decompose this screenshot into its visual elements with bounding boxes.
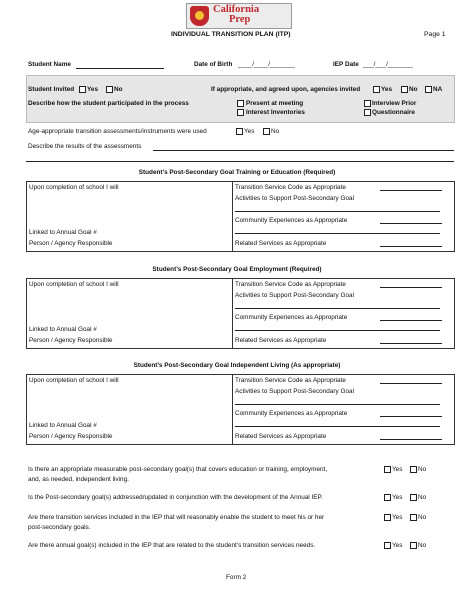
present-at-meeting-checkbox[interactable] xyxy=(237,100,244,107)
completion-label: Upon completion of school I will xyxy=(29,281,119,288)
student-invited-yes-label: Yes xyxy=(87,86,99,93)
related-services-label: Related Services as Appropriate xyxy=(235,433,327,440)
divider xyxy=(26,161,454,162)
question-yes-checkbox[interactable] xyxy=(384,466,391,473)
community-field[interactable] xyxy=(380,416,442,417)
person-agency-label: Person / Agency Responsible xyxy=(29,433,113,440)
community-extra-field[interactable] xyxy=(235,426,440,427)
activities-label: Activities to Support Post-Secondary Goal xyxy=(235,195,354,202)
goal-box-divider xyxy=(232,181,233,252)
question-yes-checkbox[interactable] xyxy=(384,542,391,549)
completion-label: Upon completion of school I will xyxy=(29,377,119,384)
activities-label: Activities to Support Post-Secondary Goal xyxy=(235,388,354,395)
question-line-continued: and, as needed, independent living. xyxy=(28,476,129,483)
agencies-na-checkbox[interactable] xyxy=(425,86,432,93)
logo-line1: California xyxy=(213,4,260,15)
agencies-no-checkbox[interactable] xyxy=(401,86,408,93)
community-label: Community Experiences as Appropriate xyxy=(235,217,348,224)
community-field[interactable] xyxy=(380,223,442,224)
question-line: Are there annual goal(s) included in the IEP that are related to the student’s transition services needs. xyxy=(28,542,316,549)
student-invited-no-checkbox[interactable] xyxy=(106,86,113,93)
assessment-results-field[interactable] xyxy=(153,150,454,151)
agencies-invited-label: If appropriate, and agreed upon, agencies invited xyxy=(211,86,361,93)
community-label: Community Experiences as Appropriate xyxy=(235,314,348,321)
question-no-label: No xyxy=(418,514,427,521)
activities-field[interactable] xyxy=(235,404,440,405)
question-line: Are there transition services included in the IEP that will reasonably enable the student to meet his or her xyxy=(28,514,325,521)
questionnaire-label: Questionnaire xyxy=(372,109,415,116)
student-name-label: Student Name xyxy=(28,61,71,68)
related-services-label: Related Services as Appropriate xyxy=(235,240,327,247)
question-yes-checkbox[interactable] xyxy=(384,494,391,501)
related-services-label: Related Services as Appropriate xyxy=(235,337,327,344)
question-line-continued: post-secondary goals. xyxy=(28,524,91,531)
california-prep-logo xyxy=(186,3,292,29)
section-title: Student’s Post-Secondary Goal Employment (Required) xyxy=(152,266,322,273)
question-line: Is the Post-secondary goal(s) addressed/updated in conjunction with the development of the Annual IEP. xyxy=(28,494,323,501)
assessment-results-label: Describe the results of the assessments xyxy=(28,143,142,150)
form-number: Form 2 xyxy=(226,574,247,581)
service-code-label: Transition Service Code as Appropriate xyxy=(235,184,346,191)
iep-date-label: IEP Date xyxy=(333,61,359,68)
dob-field[interactable]: ____/____/_______ xyxy=(238,61,295,68)
student-invited-yes-checkbox[interactable] xyxy=(79,86,86,93)
assessments-no-label: No xyxy=(271,128,280,135)
activities-field[interactable] xyxy=(235,211,440,212)
activities-label: Activities to Support Post-Secondary Goal xyxy=(235,292,354,299)
document-title: INDIVIDUAL TRANSITION PLAN (ITP) xyxy=(171,31,291,38)
related-services-field[interactable] xyxy=(380,246,442,247)
logo-line2: Prep xyxy=(229,14,251,25)
community-field[interactable] xyxy=(380,320,442,321)
person-agency-label: Person / Agency Responsible xyxy=(29,337,113,344)
question-no-label: No xyxy=(418,542,427,549)
iep-date-field[interactable]: ___/___/_______ xyxy=(363,61,413,68)
completion-label: Upon completion of school I will xyxy=(29,184,119,191)
dob-label: Date of Birth xyxy=(194,61,233,68)
agencies-yes-checkbox[interactable] xyxy=(373,86,380,93)
question-no-checkbox[interactable] xyxy=(410,494,417,501)
participation-label: Describe how the student participated in the process xyxy=(28,100,189,107)
question-yes-checkbox[interactable] xyxy=(384,514,391,521)
community-label: Community Experiences as Appropriate xyxy=(235,410,348,417)
person-agency-label: Person / Agency Responsible xyxy=(29,240,113,247)
linked-goal-label: Linked to Annual Goal # xyxy=(29,229,97,236)
agencies-na-label: NA xyxy=(433,86,443,93)
interest-inventories-label: Interest Inventories xyxy=(246,109,305,116)
questionnaire-checkbox[interactable] xyxy=(364,109,371,116)
student-invited-no-label: No xyxy=(114,86,123,93)
question-yes-label: Yes xyxy=(392,514,403,521)
question-line: Is there an appropriate measurable post-secondary goal(s) that covers education or training, employment, xyxy=(28,466,328,473)
question-yes-label: Yes xyxy=(392,466,403,473)
assessments-yes-label: Yes xyxy=(244,128,255,135)
assessments-used-label: Age-appropriate transition assessments/instruments were used xyxy=(28,128,207,135)
service-code-field[interactable] xyxy=(380,383,442,384)
interest-inventories-checkbox[interactable] xyxy=(237,109,244,116)
linked-goal-label: Linked to Annual Goal # xyxy=(29,326,97,333)
question-no-label: No xyxy=(418,494,427,501)
interview-prior-checkbox[interactable] xyxy=(364,100,371,107)
service-code-field[interactable] xyxy=(380,190,442,191)
section-title: Student’s Post-Secondary Goal Training or Education (Required) xyxy=(138,169,336,176)
student-name-field[interactable] xyxy=(76,68,164,69)
related-services-field[interactable] xyxy=(380,343,442,344)
school-seal-icon xyxy=(190,6,209,26)
question-no-checkbox[interactable] xyxy=(410,466,417,473)
service-code-field[interactable] xyxy=(380,287,442,288)
service-code-label: Transition Service Code as Appropriate xyxy=(235,377,346,384)
assessments-no-checkbox[interactable] xyxy=(263,128,270,135)
student-invited-label: Student Invited xyxy=(28,86,75,93)
question-no-label: No xyxy=(418,466,427,473)
goal-box-divider xyxy=(232,278,233,349)
community-extra-field[interactable] xyxy=(235,233,440,234)
question-no-checkbox[interactable] xyxy=(410,514,417,521)
assessments-yes-checkbox[interactable] xyxy=(236,128,243,135)
goal-box-divider xyxy=(232,374,233,445)
agencies-yes-label: Yes xyxy=(381,86,393,93)
question-no-checkbox[interactable] xyxy=(410,542,417,549)
linked-goal-label: Linked to Annual Goal # xyxy=(29,422,97,429)
present-at-meeting-label: Present at meeting xyxy=(246,100,304,107)
section-title: Student’s Post-Secondary Goal Independent Living (As appropriate) xyxy=(133,362,341,369)
logo-text xyxy=(213,5,259,25)
agencies-no-label: No xyxy=(409,86,418,93)
service-code-label: Transition Service Code as Appropriate xyxy=(235,281,346,288)
activities-field[interactable] xyxy=(235,308,440,309)
page-number: Page 1 xyxy=(424,31,446,38)
related-services-field[interactable] xyxy=(380,439,442,440)
interview-prior-label: Interview Prior xyxy=(372,100,417,107)
question-yes-label: Yes xyxy=(392,494,403,501)
community-extra-field[interactable] xyxy=(235,330,440,331)
question-yes-label: Yes xyxy=(392,542,403,549)
